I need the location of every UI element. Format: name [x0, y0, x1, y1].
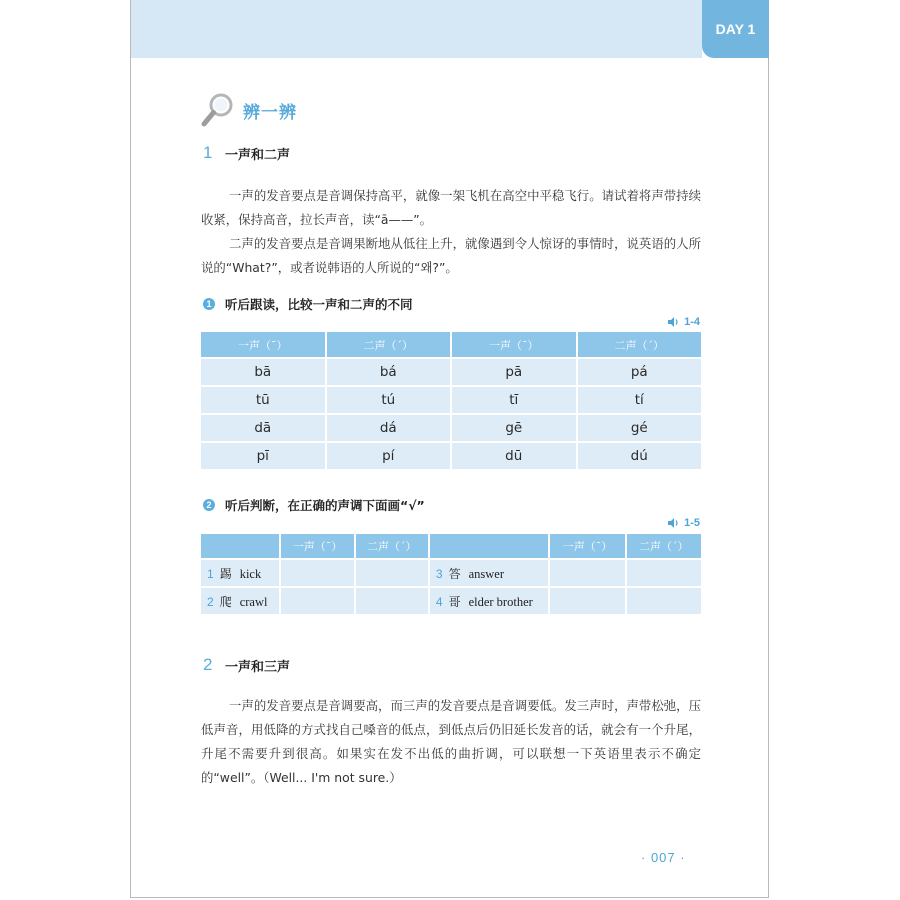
table-cell: dú — [578, 443, 702, 471]
header-band — [131, 0, 702, 58]
column-header: 二声（ˊ） — [578, 332, 702, 359]
table-cell: gē — [452, 415, 576, 443]
exercise1-title: 听后跟读，比较一声和二声的不同 — [225, 297, 413, 312]
exercise1-heading — [203, 295, 413, 313]
exercise2-number: 2 — [203, 499, 215, 511]
table-header-row — [201, 332, 701, 359]
answer-cell[interactable] — [550, 560, 624, 588]
item-hanzi: 踢 — [219, 566, 232, 581]
day-tab: DAY 1 — [702, 0, 769, 58]
item-hanzi: 爬 — [219, 594, 232, 609]
table-cell: bá — [327, 359, 451, 387]
item-cell — [201, 588, 279, 616]
exercise1-audio-label: 1-4 — [684, 316, 700, 328]
column-header-blank — [201, 534, 279, 560]
answer-cell[interactable] — [356, 588, 428, 616]
answer-cell[interactable] — [627, 588, 701, 616]
page-number: · 007 · — [641, 850, 686, 865]
part1-title: 一声和二声 — [225, 147, 291, 163]
table-cell: dā — [201, 415, 325, 443]
column-header: 二声（ˊ） — [627, 534, 701, 560]
exercise2-audio-label: 1-5 — [684, 517, 700, 529]
item-cell — [201, 560, 279, 588]
part2-number: 2 — [203, 655, 213, 674]
column-header: 一声（ˉ） — [550, 534, 624, 560]
item-english: kick — [239, 566, 262, 581]
answer-cell[interactable] — [281, 588, 353, 616]
speaker-icon — [668, 317, 679, 327]
part2-paragraph: 一声的发音要点是音调要高，而三声的发音要点是音调要低。发三声时，声带松弛，压低声音，用低降的方式找自己嗓音的低点，到低点后仍旧延长发音的话，就会有一个升尾，升尾不需要升到很高。如果实在发不出低的曲折调，可以联想一下英语里表示不确定的“well”。（Well... I'm not sure.） — [201, 698, 701, 785]
part1-heading — [203, 143, 290, 163]
part1-paragraph-2: 二声的发音要点是音调果断地从低往上升，就像遇到令人惊讶的事情时，说英语的人所说的“What?”，或者说韩语的人所说的“왜?”。 — [201, 236, 701, 275]
part1-number: 1 — [203, 143, 213, 162]
magnifier-icon — [201, 92, 235, 128]
table-cell: dū — [452, 443, 576, 471]
section-title-text: 辨一辨 — [243, 102, 297, 123]
table-row — [201, 588, 701, 616]
answer-cell[interactable] — [550, 588, 624, 616]
exercise2-audio[interactable] — [668, 517, 700, 529]
exercise1-table — [199, 332, 703, 471]
table-cell: gé — [578, 415, 702, 443]
item-number: 2 — [207, 594, 214, 609]
exercise1-number: 1 — [203, 298, 215, 310]
column-header: 二声（ˊ） — [327, 332, 451, 359]
column-header: 一声（ˉ） — [281, 534, 353, 560]
answer-cell[interactable] — [281, 560, 353, 588]
part2-title: 一声和三声 — [225, 659, 291, 675]
table-cell: tú — [327, 387, 451, 415]
speaker-icon — [668, 518, 679, 528]
column-header: 一声（ˉ） — [452, 332, 576, 359]
table-header-row — [201, 534, 701, 560]
item-cell — [430, 588, 548, 616]
answer-cell[interactable] — [627, 560, 701, 588]
exercise2-table — [199, 534, 703, 616]
item-number: 1 — [207, 566, 214, 581]
exercise2-title: 听后判断，在正确的声调下面画“√” — [225, 498, 425, 513]
table-cell: pā — [452, 359, 576, 387]
item-hanzi: 哥 — [448, 594, 461, 609]
table-row — [201, 443, 701, 471]
item-number: 4 — [435, 594, 443, 609]
item-english: answer — [468, 566, 504, 581]
table-cell: dá — [327, 415, 451, 443]
table-cell: bā — [201, 359, 325, 387]
table-cell: tū — [201, 387, 325, 415]
item-english: crawl — [239, 594, 268, 609]
table-row — [201, 359, 701, 387]
exercise2-heading — [203, 496, 425, 514]
item-english: elder brother — [468, 594, 533, 609]
item-number: 3 — [435, 566, 443, 581]
table-cell: pī — [201, 443, 325, 471]
table-row — [201, 560, 701, 588]
section-title — [201, 92, 297, 128]
table-cell: tí — [578, 387, 702, 415]
table-cell: pí — [327, 443, 451, 471]
table-row — [201, 387, 701, 415]
answer-cell[interactable] — [356, 560, 428, 588]
exercise1-audio[interactable] — [668, 316, 700, 328]
table-row — [201, 415, 701, 443]
page — [130, 0, 769, 898]
column-header: 一声（ˉ） — [201, 332, 325, 359]
item-cell — [430, 560, 548, 588]
item-hanzi: 答 — [448, 566, 461, 581]
part1-paragraph-1: 一声的发音要点是音调保持高平，就像一架飞机在高空中平稳飞行。请试着将声带持续收紧，保持高音，拉长声音，读“ā——”。 — [201, 188, 701, 227]
table-cell: tī — [452, 387, 576, 415]
part2-heading — [203, 655, 290, 675]
table-cell: pá — [578, 359, 702, 387]
column-header: 二声（ˊ） — [356, 534, 428, 560]
column-header-blank — [430, 534, 548, 560]
